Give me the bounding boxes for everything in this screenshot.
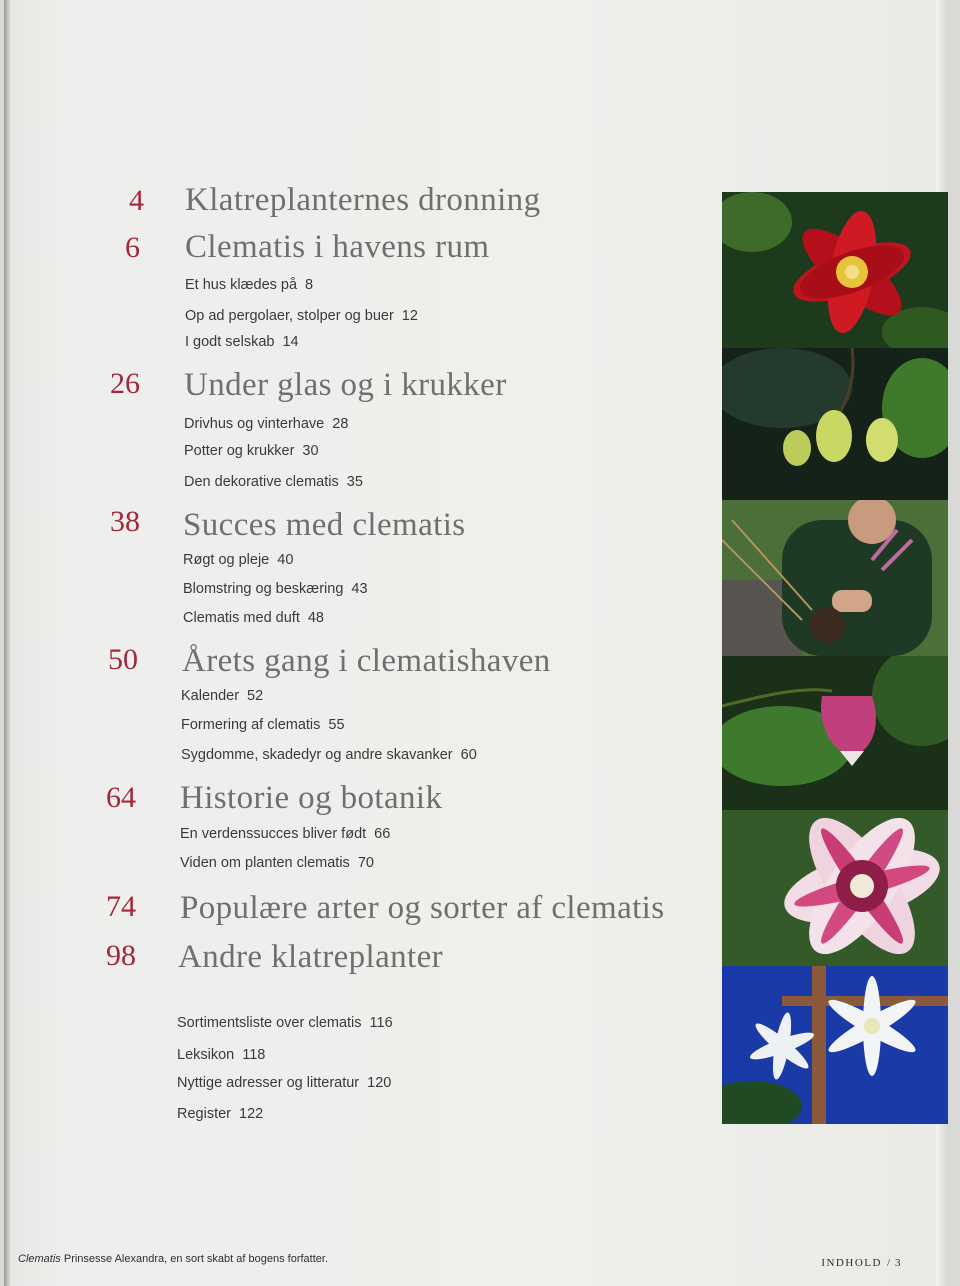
section-title: Populære arter og sorter af clematis [180, 890, 665, 926]
section-title: Årets gang i clematishaven [182, 643, 551, 679]
section-number: 74 [106, 890, 136, 923]
subsection-entry: Blomstring og beskæring 43 [183, 581, 368, 597]
red-clematis-photo [722, 192, 948, 348]
subsection-entry: Den dekorative clematis 35 [184, 474, 363, 490]
subsection-entry: Viden om planten clematis 70 [180, 855, 374, 871]
appendix-entry: Nyttige adresser og litteratur 120 [177, 1075, 392, 1091]
section-title: Klatreplanternes dronning [185, 182, 541, 218]
white-star-clematis-photo [722, 966, 948, 1124]
appendix-entry: Leksikon 118 [177, 1047, 266, 1063]
section-title: Under glas og i krukker [184, 367, 507, 403]
section-title: Historie og botanik [180, 780, 443, 816]
pink-striped-clematis-photo [722, 810, 948, 966]
subsection-entry: Potter og krukker 30 [184, 443, 319, 459]
gardener-planting-photo [722, 500, 948, 656]
section-number: 98 [106, 939, 136, 972]
subsection-entry: Kalender 52 [181, 688, 264, 704]
subsection-entry: Røgt og pleje 40 [183, 552, 294, 568]
appendix-entry: Register 122 [177, 1106, 264, 1122]
subsection-entry: I godt selskab 14 [185, 334, 299, 350]
photo-caption: Clematis Prinsesse Alexandra, en sort skabt af bogens forfatter. [18, 1253, 329, 1265]
subsection-entry: Drivhus og vinterhave 28 [184, 416, 349, 432]
section-number: 64 [106, 781, 136, 814]
subsection-entry: Sygdomme, skadedyr og andre skavanker 60 [181, 747, 477, 763]
section-number: 50 [108, 643, 138, 676]
page-folio: INDHOLD / 3 [821, 1257, 902, 1269]
section-number: 4 [129, 184, 144, 217]
subsection-entry: Clematis med duft 48 [183, 610, 324, 626]
section-title: Andre klatreplanter [178, 939, 444, 975]
section-number: 6 [125, 231, 140, 264]
subsection-entry: Et hus klædes på 8 [185, 277, 314, 293]
subsection-entry: Op ad pergolaer, stolper og buer 12 [185, 308, 418, 324]
table-of-contents [4, 0, 724, 1286]
pink-bell-clematis-photo [722, 656, 948, 810]
section-title: Succes med clematis [183, 507, 466, 543]
section-number: 38 [110, 505, 140, 538]
section-title: Clematis i havens rum [185, 229, 490, 265]
photo-strip [722, 192, 948, 1124]
yellow-bell-clematis-photo [722, 348, 948, 500]
section-number: 26 [110, 367, 140, 400]
subsection-entry: Formering af clematis 55 [181, 717, 345, 733]
appendix-entry: Sortimentsliste over clematis 116 [177, 1015, 393, 1031]
subsection-entry: En verdenssucces bliver født 66 [180, 826, 391, 842]
